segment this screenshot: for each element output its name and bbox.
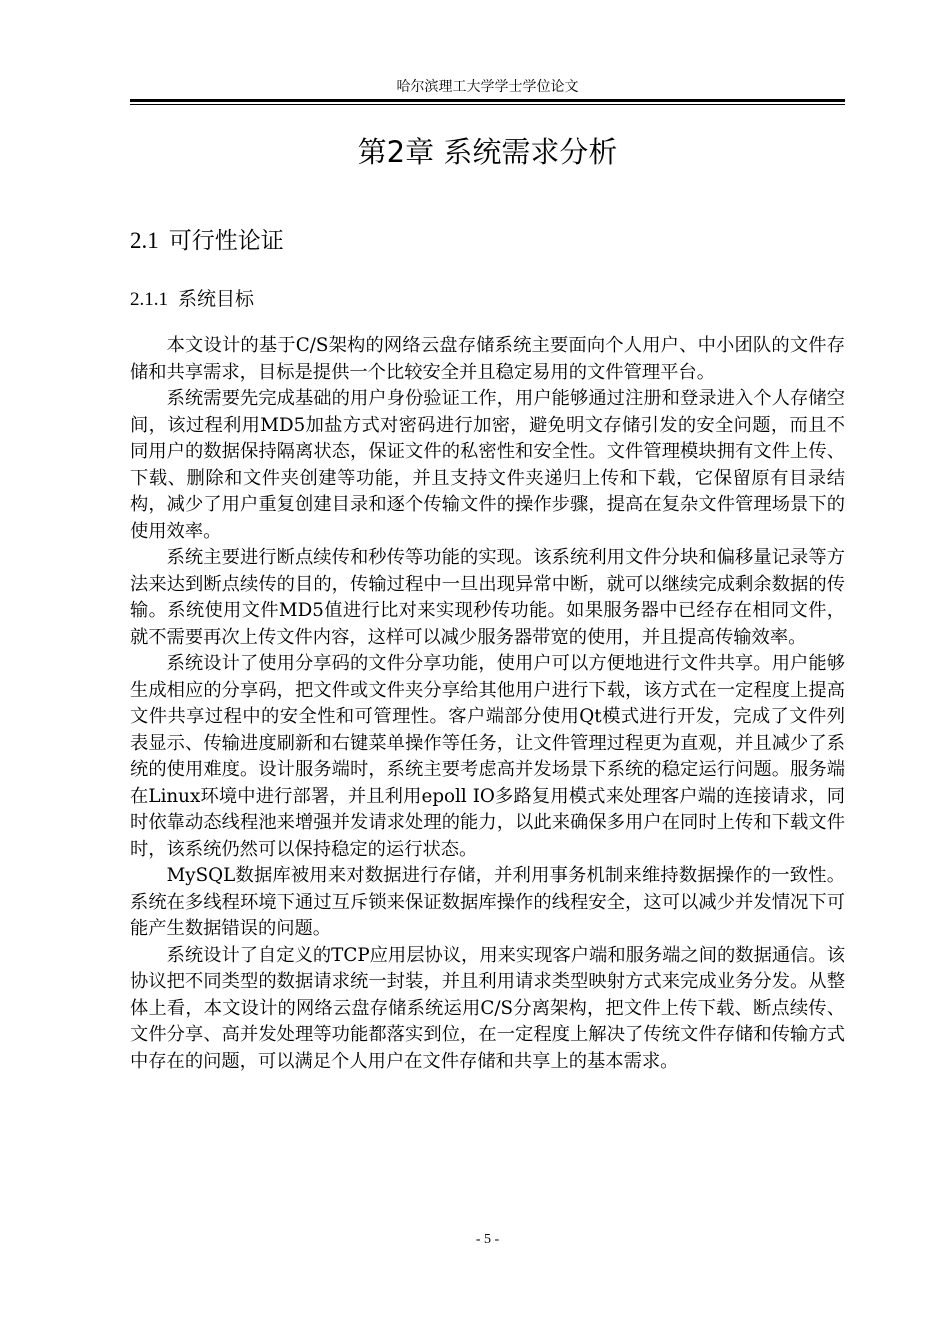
- chapter-title: 第2章 系统需求分析: [357, 135, 618, 169]
- subsection-title: 系统目标: [178, 288, 255, 310]
- section-title: 可行性论证: [168, 228, 284, 254]
- paragraph: 系统需要先完成基础的用户身份验证工作，用户能够通过注册和登录进入个人存储空间，该过程利用MD5加盐方式对密码进行加密，避免明文存储引发的安全问题，而且不同用户的数据保持隔离状态，保证文件的私密性和安全性。文件管理模块拥有文件上传、下载、删除和文件夹创建等功能，并且支持文件夹递归上传和下载，它保留原有目录结构，减少了用户重复创建目录和逐个传输文件的操作步骤，提高在复杂文件管理场景下的使用效率。: [130, 388, 845, 542]
- page-number: - 5 -: [475, 1232, 500, 1247]
- header-rule-thick: [130, 99, 845, 102]
- body-text: [130, 333, 845, 1075]
- paragraph: 系统设计了自定义的TCP应用层协议，用来实现客户端和服务端之间的数据通信。该协议把不同类型的数据请求统一封装，并且利用请求类型映射方式来完成业务分发。从整体上看，本文设计的网络云盘存储系统运用C/S分离架构，把文件上传下载、断点续传、文件分享、高并发处理等功能都落实到位，在一定程度上解决了传统文件存储和传输方式中存在的问题，可以满足个人用户在文件存储和共享上的基本需求。: [130, 944, 845, 1072]
- header-rule-thin: [130, 104, 845, 105]
- paragraph: 本文设计的基于C/S架构的网络云盘存储系统主要面向个人用户、中小团队的文件存储和共享需求，目标是提供一个比较安全并且稳定易用的文件管理平台。: [130, 335, 845, 383]
- paragraph: 系统设计了使用分享码的文件分享功能，使用户可以方便地进行文件共享。用户能够生成相应的分享码，把文件或文件夹分享给其他用户进行下载，该方式在一定程度上提高文件共享过程中的安全性和可管理性。客户端部分使用Qt模式进行开发，完成了文件列表显示、传输进度刷新和右键菜单操作等任务，让文件管理过程更为直观，并且减少了系统的使用难度。设计服务端时，系统主要考虑高并发场景下系统的稳定运行问题。服务端在Linux环境中进行部署，并且利用epoll IO多路复用模式来处理客户端的连接请求，同时依靠动态线程池来增强并发请求处理的能力，以此来确保多用户在同时上传和下载文件时，该系统仍然可以保持稳定的运行状态。: [130, 653, 845, 860]
- paragraph: MySQL数据库被用来对数据进行存储，并利用事务机制来维持数据操作的一致性。系统在多线程环境下通过互斥锁来保证数据库操作的线程安全，这可以减少并发情况下可能产生数据错误的问题。: [130, 865, 845, 939]
- subsection-heading: [130, 284, 254, 315]
- paragraph: 系统主要进行断点续传和秒传等功能的实现。该系统利用文件分块和偏移量记录等方法来达到断点续传的目的，传输过程中一旦出现异常中断，就可以继续完成剩余数据的传输。系统使用文件MD5值进行比对来实现秒传功能。如果服务器中已经存在相同文件，就不需要再次上传文件内容，这样可以减少服务器带宽的使用，并且提高传输效率。: [130, 547, 845, 648]
- section-number: 2.1: [130, 228, 159, 253]
- section-heading: [130, 224, 284, 258]
- running-header: 哈尔滨理工大学学士学位论文: [396, 79, 579, 95]
- subsection-number: 2.1.1: [130, 289, 168, 310]
